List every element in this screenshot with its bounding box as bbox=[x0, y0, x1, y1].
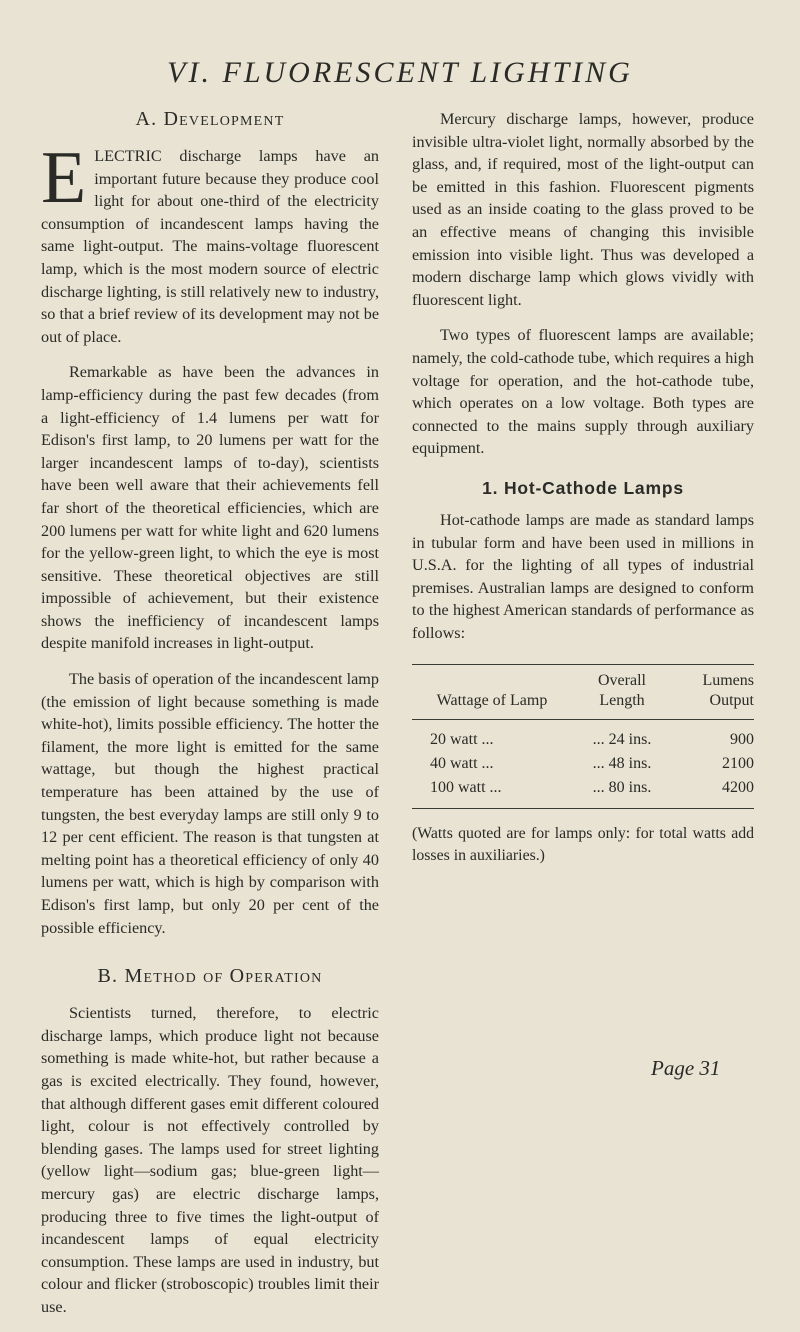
page-number: Page 31 bbox=[651, 1056, 721, 1080]
section-a-paragraph-3: The basis of operation of the incandescent lamp (the emission of light because something is made white-hot), limits possible efficiency. The hotter the filament, the more light is emitted for the same wattage, but though the highest practical temperature has been attained by the use of tungsten, the best everyday lamps are still only 9 to 12 per cent efficient. The reason is that tungsten at melting point has a theoretical efficiency of only 40 lumens per watt, which is high by comparison with Edison's first lamp, but only 20 per cent of the possible efficiency. bbox=[41, 670, 379, 937]
left-column bbox=[41, 108, 379, 1332]
table-header bbox=[412, 665, 754, 719]
table-bottom-rule bbox=[412, 808, 754, 809]
section-b-heading: B. Method of Operation bbox=[97, 965, 323, 988]
right-column bbox=[412, 108, 754, 880]
section-a-heading: A. Development bbox=[135, 108, 285, 130]
table-row: 40 watt ... ... 48 ins. 2100 bbox=[430, 755, 754, 773]
chapter-title: VI. FLUORESCENT LIGHTING bbox=[167, 56, 633, 89]
table-footnote: (Watts quoted are for lamps only: for total watts add losses in auxiliaries.) bbox=[412, 825, 754, 865]
header-length: Overall Length bbox=[598, 672, 646, 710]
table-body bbox=[412, 720, 754, 808]
section-1-heading: 1. Hot-Cathode Lamps bbox=[482, 477, 684, 498]
drop-cap-letter: E bbox=[41, 137, 87, 219]
header-wattage: Wattage of Lamp bbox=[436, 692, 548, 710]
table-row: 100 watt ... ... 80 ins. 4200 bbox=[430, 779, 754, 797]
header-lumens: Lumens Output bbox=[702, 672, 754, 710]
table-row: 20 watt ... ... 24 ins. 900 bbox=[430, 731, 754, 749]
section-a-paragraph-1: ELECTRIC discharge lamps have an important future because they produce cool light for about one-third of the electricity consumption of incandescent lamps having the same light-output. The mains-voltage fluorescent lamp, which is the most modern source of electric discharge lighting, is still relatively new to industry, so that a brief review of its development may not be out of place. bbox=[41, 137, 379, 346]
section-b-paragraph-2: Mercury discharge lamps, however, produce invisible ultra-violet light, normally absorbed by the glass, and, if required, most of the light-output can be emitted in this fashion. Fluorescent pigments used as an inside coating to the glass proved to be an effective means of changing this invisible emission into visible light. Thus was developed a modern discharge lamp which glows vividly with fluorescent light. bbox=[412, 110, 754, 309]
lamp-specs-table bbox=[412, 664, 754, 867]
section-b-paragraph-1: Scientists turned, therefore, to electric discharge lamps, which produce light not because something is made white-hot, but rather because a gas is excited electrically. They found, however, that although different gases emit different coloured light, colour is not effectively controlled by blending gases. The lamps used for street lighting (yellow light—sodium gas; blue-green light—mercury gas) are electric discharge lamps, producing three to five times the light-output of incandescent lamps of equal electricity consumption. These lamps are used in industry, but colour and flicker (stroboscopic) troubles limit their use. bbox=[41, 1004, 379, 1316]
section-a-paragraph-2: Remarkable as have been the advances in lamp-efficiency during the past few decades (from a light-efficiency of 1.4 lumens per watt for Edison's first lamp, to 20 lumens per watt for the larger incandescent lamps of to-day), scientists have been well aware that their achievements fell far short of the theoretical efficiencies, which are 200 lumens per watt for white light and 620 lumens for the yellow-green light, to which the eye is most sensitive. These theoretical objectives are still impossible of achievement, but their existence shows the inefficiency of incandescent lamps despite manifold increases in light-output. bbox=[41, 363, 379, 653]
section-1-paragraph-1: Hot-cathode lamps are made as standard lamps in tubular form and have been used in millions in U.S.A. for the lighting of all types of industrial premises. Australian lamps are designed to conform to the highest American standards of performance as follows: bbox=[412, 510, 754, 642]
section-b-paragraph-3: Two types of fluorescent lamps are available; namely, the cold-cathode tube, which requires a high voltage for operation, and the hot-cathode tube, which operates on a low voltage. Both types are connected to the mains supply through auxiliary equipment. bbox=[412, 326, 754, 458]
